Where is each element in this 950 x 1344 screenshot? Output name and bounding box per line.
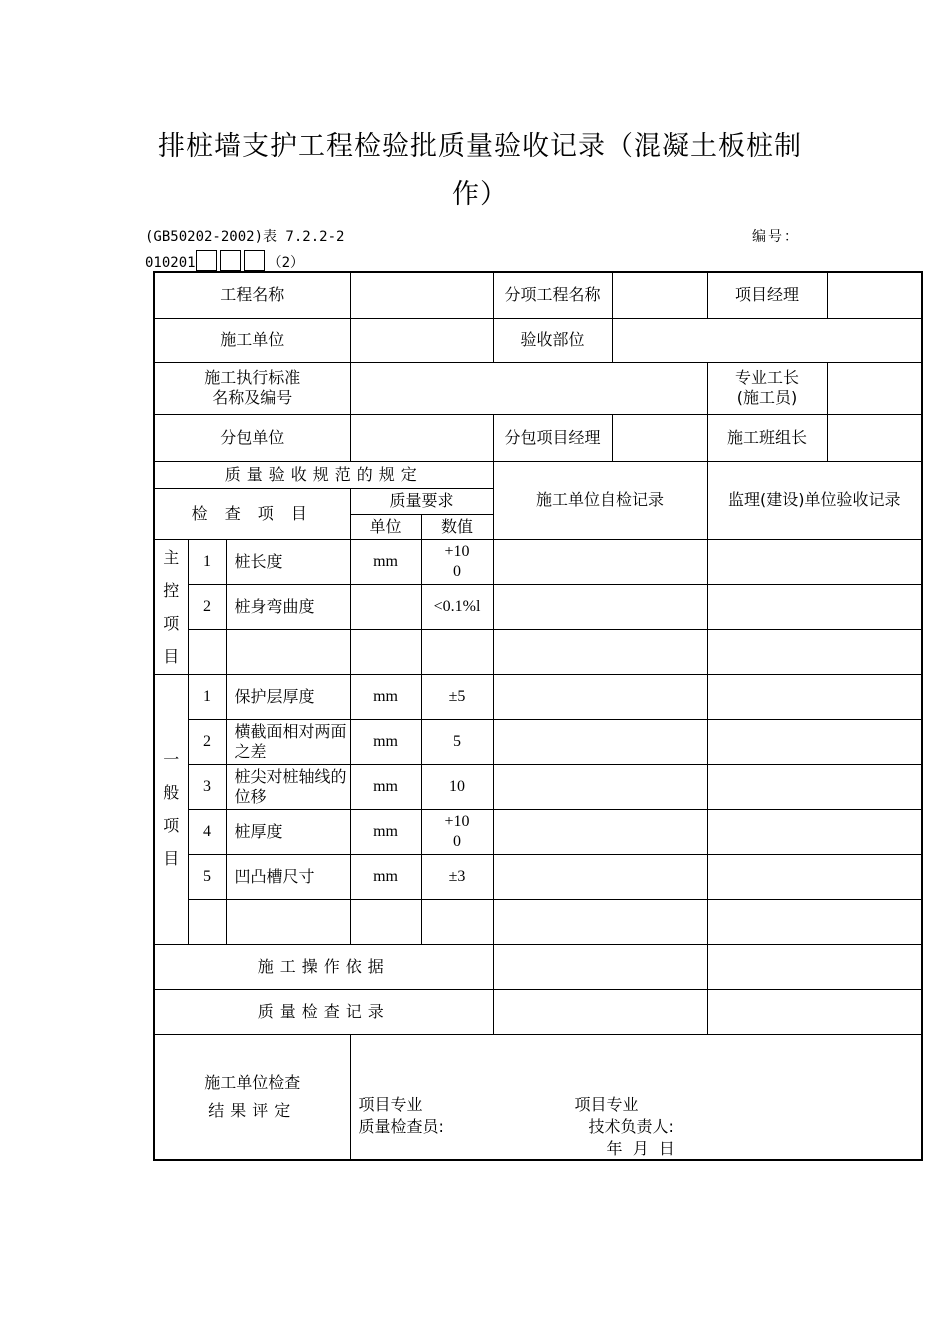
self-check-cells[interactable] [493, 539, 707, 584]
project-manager-label: 项目经理 [707, 272, 827, 318]
item-name: 桩长度 [226, 539, 350, 584]
foreman-field[interactable] [827, 362, 922, 414]
main-group-char: 项 [163, 613, 180, 633]
form-title-line1: 排桩墙支护工程检验批质量验收记录（混凝土板桩制 [158, 131, 802, 162]
item-number: 4 [188, 809, 226, 854]
item-number: 3 [188, 764, 226, 809]
code-suffix: （2） [267, 255, 305, 271]
evaluation-label-line1: 施工单位检查 [204, 1072, 301, 1092]
supervision-cells[interactable] [707, 764, 922, 809]
item-unit: mm [350, 539, 421, 584]
empty-cell [188, 899, 226, 944]
item-value-line1: +10 [444, 542, 470, 560]
code-box[interactable] [244, 250, 265, 271]
general-group-char: 一 [163, 750, 180, 769]
general-group-char: 项 [163, 816, 180, 835]
inspector-line2: 质量检查员: [358, 1116, 444, 1136]
empty-cell [350, 899, 421, 944]
self-check-cells[interactable] [493, 719, 707, 764]
project-manager-field[interactable] [827, 272, 922, 318]
item-number: 2 [188, 719, 226, 764]
item-value-line2: 0 [453, 832, 462, 850]
foreman-label [707, 362, 827, 414]
main-group-char: 主 [163, 547, 180, 567]
item-unit: mm [350, 809, 421, 854]
tech-lead-line2: 技术负责人: [588, 1116, 674, 1136]
value-label: 数值 [421, 514, 493, 539]
item-number: 5 [188, 854, 226, 899]
code-box[interactable] [220, 250, 241, 271]
quality-requirement-label: 质量要求 [350, 488, 493, 514]
subcontractor-field[interactable] [350, 414, 493, 461]
number-label: 编号： [752, 229, 800, 245]
empty-cell [350, 629, 421, 674]
supervision-cells[interactable] [707, 854, 922, 899]
self-check-cells[interactable] [493, 584, 707, 629]
item-value: 5 [421, 719, 493, 764]
standard-reference: (GB50202-2002)表 7.2.2-2 [145, 229, 345, 245]
item-unit: mm [350, 764, 421, 809]
item-value-line2: 0 [453, 562, 462, 580]
empty-cell [226, 899, 350, 944]
empty-cell [421, 899, 493, 944]
evaluation-label [154, 1034, 350, 1160]
item-value-line1: <0.1%l [433, 597, 481, 615]
item-name: 桩尖对桩轴线的位移 [226, 764, 350, 809]
item-name: 桩厚度 [226, 809, 350, 854]
standard-name-label [154, 362, 350, 414]
sub-project-name-label: 分项工程名称 [493, 272, 612, 318]
acceptance-part-label: 验收部位 [493, 318, 612, 362]
tech-lead-line1: 项目专业 [574, 1094, 639, 1114]
supervision-cells[interactable] [707, 629, 922, 674]
item-value: 10 [421, 764, 493, 809]
item-unit: mm [350, 674, 421, 719]
item-name: 凹凸槽尺寸 [226, 854, 350, 899]
evaluation-content[interactable] [350, 1034, 922, 1160]
general-group-char: 目 [163, 849, 180, 868]
project-name-field[interactable] [350, 272, 493, 318]
supervision-cells[interactable] [707, 584, 922, 629]
sub-manager-label: 分包项目经理 [493, 414, 612, 461]
item-value [421, 539, 493, 584]
item-unit: mm [350, 719, 421, 764]
item-unit [350, 584, 421, 629]
supervision-cells[interactable] [707, 899, 922, 944]
quality-record-label: 质量检查记录 [154, 989, 493, 1034]
foreman-line2: (施工员) [736, 388, 798, 407]
item-value [421, 584, 493, 629]
item-value [421, 809, 493, 854]
signature-date: 年 月 日 [606, 1138, 675, 1158]
spec-section-label: 质量验收规范的规定 [154, 461, 493, 488]
standard-name-field[interactable] [350, 362, 707, 414]
general-group-char: 般 [163, 783, 180, 802]
item-number: 1 [188, 674, 226, 719]
empty-cell [188, 629, 226, 674]
item-value-line1: +10 [444, 812, 470, 830]
empty-cell [226, 629, 350, 674]
sub-manager-field[interactable] [612, 414, 707, 461]
construction-unit-field[interactable] [350, 318, 493, 362]
operation-basis-self[interactable] [493, 944, 707, 989]
self-check-cells[interactable] [493, 809, 707, 854]
standard-name-line2: 名称及编号 [212, 388, 293, 407]
item-unit: mm [350, 854, 421, 899]
item-value: ±3 [421, 854, 493, 899]
main-group-char: 控 [163, 580, 180, 600]
main-group-char: 目 [163, 646, 180, 666]
self-check-cells[interactable] [493, 854, 707, 899]
form-title-line2: 作） [452, 179, 508, 210]
item-value: ±5 [421, 674, 493, 719]
check-item-label: 检 查 项 目 [154, 488, 350, 539]
operation-basis-supervision[interactable] [707, 944, 922, 989]
subcontractor-label: 分包单位 [154, 414, 350, 461]
sub-project-name-field[interactable] [612, 272, 707, 318]
acceptance-record-table [153, 271, 923, 1161]
empty-cell [421, 629, 493, 674]
construction-unit-label: 施工单位 [154, 318, 350, 362]
code-box[interactable] [196, 250, 217, 271]
quality-record-supervision[interactable] [707, 989, 922, 1034]
self-check-cells[interactable] [493, 629, 707, 674]
self-check-cells[interactable] [493, 899, 707, 944]
general-group [154, 674, 188, 944]
self-check-header: 施工单位自检记录 [493, 461, 707, 539]
operation-basis-label: 施工操作依据 [154, 944, 493, 989]
team-leader-label: 施工班组长 [707, 414, 827, 461]
team-leader-field[interactable] [827, 414, 922, 461]
item-name: 保护层厚度 [226, 674, 350, 719]
supervision-cells[interactable] [707, 719, 922, 764]
unit-label: 单位 [350, 514, 421, 539]
self-check-cells[interactable] [493, 674, 707, 719]
item-name: 桩身弯曲度 [226, 584, 350, 629]
quality-record-self[interactable] [493, 989, 707, 1034]
item-name: 横截面相对两面之差 [226, 719, 350, 764]
self-check-cells[interactable] [493, 764, 707, 809]
project-name-label: 工程名称 [154, 272, 350, 318]
supervision-cells[interactable] [707, 539, 922, 584]
foreman-line1: 专业工长 [735, 368, 800, 387]
standard-name-line1: 施工执行标准 [204, 368, 301, 387]
supervision-header: 监理(建设)单位验收记录 [707, 461, 922, 539]
item-number: 1 [188, 539, 226, 584]
form-code [145, 250, 304, 272]
inspector-line1: 项目专业 [358, 1094, 423, 1114]
evaluation-label-line2: 结果评定 [208, 1100, 297, 1120]
acceptance-part-field[interactable] [612, 318, 922, 362]
supervision-cells[interactable] [707, 674, 922, 719]
code-prefix: 010201 [145, 255, 196, 271]
item-number: 2 [188, 584, 226, 629]
supervision-cells[interactable] [707, 809, 922, 854]
main-control-group [154, 539, 188, 674]
